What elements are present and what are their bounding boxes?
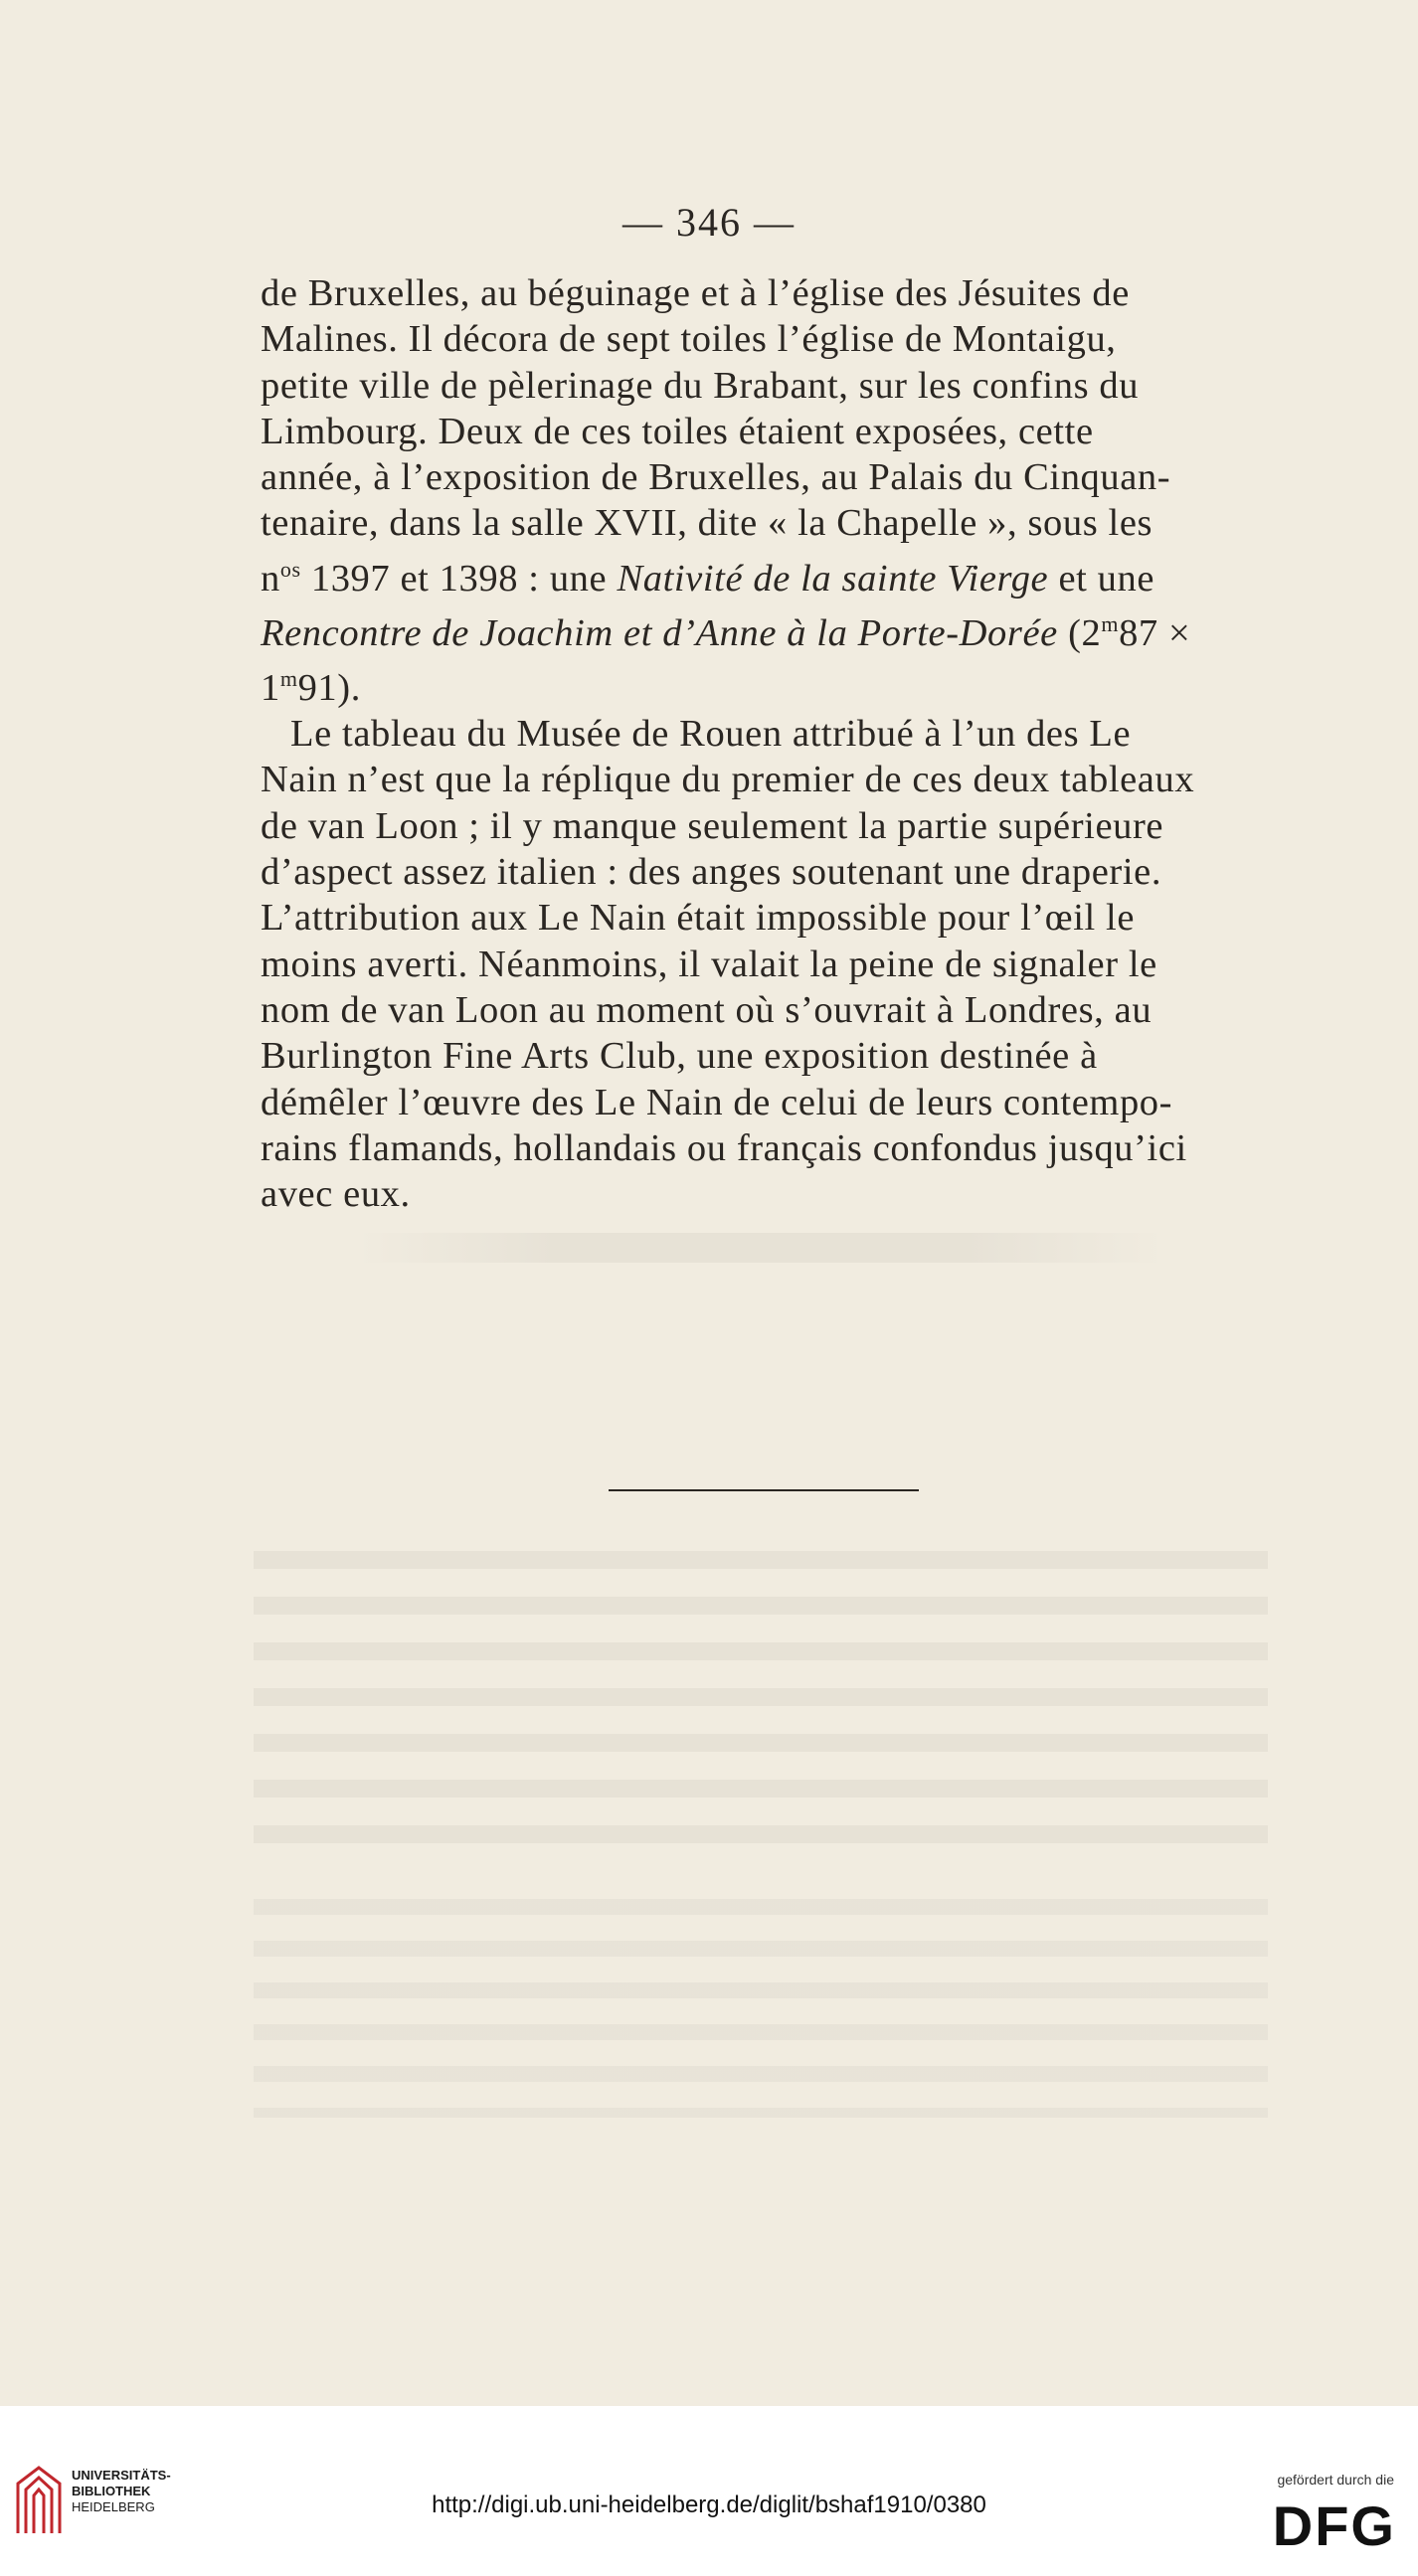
paragraph-2 [261,711,1263,1217]
library-name-line: HEIDELBERG [72,2499,155,2514]
library-name-line: UNIVERSITÄTS- [72,2468,171,2483]
text-line: Nain n’est que la réplique du premier de ces deux tableaux [261,759,1195,801]
body-text [261,270,1263,1217]
text-line [261,547,1263,601]
text-line: nom de van Loon au moment où s’ouvrait à Londres, au [261,988,1152,1031]
text-line: avec eux. [261,1173,411,1216]
line-suffix: et une [1048,557,1155,600]
text-line: Malines. Il décora de sept toiles l’église de Montaigu, [261,318,1117,361]
text-line [261,601,1263,656]
text-line [261,656,1263,711]
text-line: d’aspect assez italien : des anges soutenant une draperie. [261,851,1162,894]
nos-superscript: os [279,556,301,582]
section-divider [609,1489,919,1491]
catalogue-numbers: 1397 et 1398 : une [300,557,618,600]
library-name-line: BIBLIOTHEK [72,2484,151,2498]
show-through-shadow [254,1551,1268,1869]
page-number: — 346 — [622,200,796,245]
text-line: Le tableau du Musée de Rouen attribué à l’un des Le [290,713,1132,756]
dimension-rest: 87 × [1119,611,1191,654]
text-line: Limbourg. Deux de ces toiles étaient exposées, cette [261,410,1094,452]
text-line: tenaire, dans la salle XVII, dite « la Chapelle », sous les [261,502,1153,545]
show-through-shadow [254,1233,1268,1263]
dfg-logo: DFG [1272,2494,1396,2557]
text-line: L’attribution aux Le Nain était impossible pour l’œil le [261,897,1136,940]
text-line: de Bruxelles, au béguinage et à l’église des Jésuites de [261,272,1130,314]
text-line: année, à l’exposition de Bruxelles, au Palais du Cinquan- [261,456,1171,499]
show-through-shadow [254,1899,1268,2118]
artwork-title-rencontre: Rencontre de Joachim et d’Anne à la Porte-Dorée [261,611,1058,654]
dimension-unit: m [279,666,298,692]
text-line: de van Loon ; il y manque seulement la partie supérieure [261,804,1164,847]
text-line: rains flamands, hollandais ou français confondus jusqu’ici [261,1126,1187,1169]
dimension-rest: 91). [297,666,361,709]
paragraph-1 [261,270,1263,711]
text-line: démêler l’œuvre des Le Nain de celui de leurs contempo- [261,1081,1173,1123]
nos-prefix: n [261,557,280,600]
dimension-open: (2 [1057,611,1102,654]
dimension-value: 1 [261,666,280,709]
dimension-unit: m [1101,610,1120,636]
text-line: Burlington Fine Arts Club, une exposition destinée à [261,1035,1098,1078]
text-line: petite ville de pèlerinage du Brabant, sur les confins du [261,364,1140,407]
funding-caption: gefördert durch die [1277,2472,1394,2488]
text-line: moins averti. Néanmoins, il valait la peine de signaler le [261,943,1157,985]
permalink-url[interactable]: http://digi.ub.uni-heidelberg.de/diglit/bshaf1910/0380 [432,2491,986,2518]
artwork-title-nativite: Nativité de la sainte Vierge [617,557,1049,600]
